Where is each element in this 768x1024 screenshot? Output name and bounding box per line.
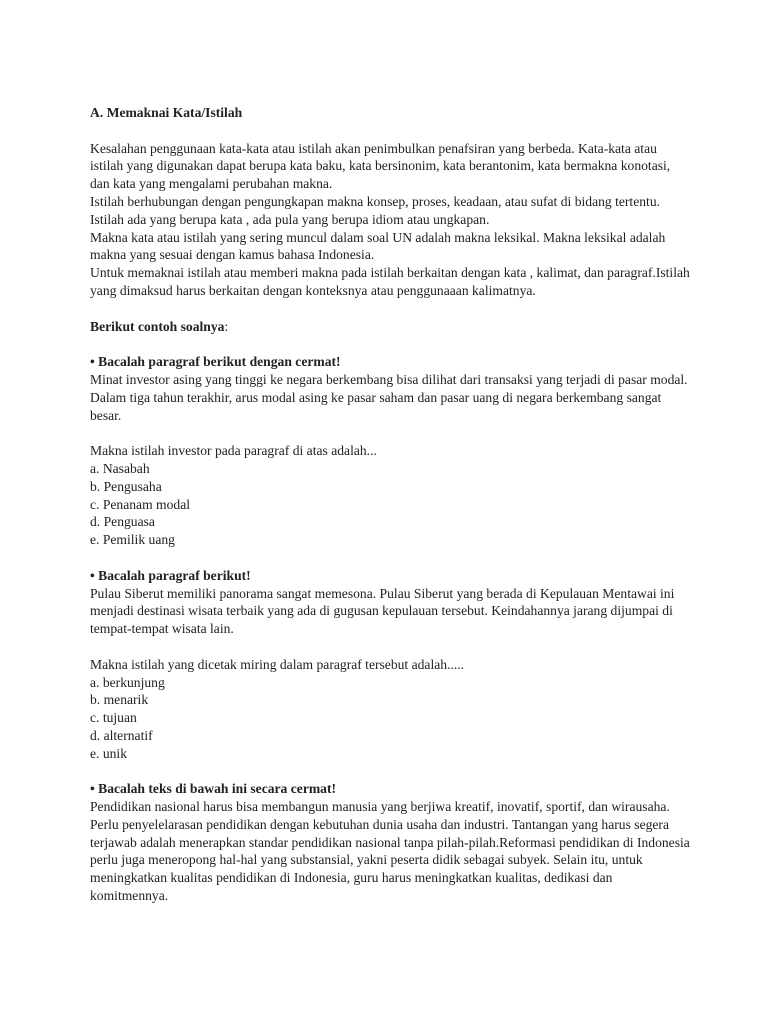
q2-question: Makna istilah yang dicetak miring dalam paragraf tersebut adalah..... <box>90 656 465 672</box>
section-title: A. Memaknai Kata/Istilah <box>90 105 243 120</box>
document-page <box>90 104 690 905</box>
examples-heading-line <box>90 318 690 336</box>
examples-heading: Berikut contoh soalnya <box>90 318 225 334</box>
q2-option-a: a. berkunjung <box>90 674 165 690</box>
intro-paragraph-1: Kesalahan penggunaan kata-kata atau istilah akan penimbulkan penafsiran yang berbeda. Kata-kata atau istilah yang digunakan dapat berupa kata baku, kata bersinonim, kata berantonim, kata bermakna konotasi, dan kata yang mengalami perubahan makna. <box>90 140 671 192</box>
q1-instruction: • Bacalah paragraf berikut dengan cermat! <box>90 354 341 370</box>
q2-option-b: b. menarik <box>90 692 149 708</box>
q1-passage: Minat investor asing yang tinggi ke negara berkembang bisa dilihat dari transaksi yang terjadi di pasar modal. Dalam tiga tahun terakhir, arus modal asing ke pasar saham dan pasar uang di negara berkembang sangat besar. <box>90 371 688 423</box>
intro-paragraph-2: Istilah berhubungan dengan pengungkapan makna konsep, proses, keadaan, atau sufat di bidang tertentu. Istilah ada yang berupa kata , ada pula yang berupa idiom atau ungkapan. <box>90 193 661 227</box>
q2-option-e: e. unik <box>90 745 127 761</box>
q2-option-d: d. alternatif <box>90 727 153 743</box>
q1-option-b: b. Pengusaha <box>90 478 162 494</box>
intro-paragraph-4: Untuk memaknai istilah atau memberi makna pada istilah berkaitan dengan kata , kalimat, dan paragraf.Istilah yang dimaksud harus berkaitan dengan konteksnya atau penggunaaan kalimatnya. <box>90 265 690 298</box>
q2-option-c: c. tujuan <box>90 710 137 726</box>
intro-paragraph-3: Makna kata atau istilah yang sering muncul dalam soal UN adalah makna leksikal. Makna leksikal adalah makna yang sesuai dengan kamus bahasa Indonesia. <box>90 229 666 263</box>
q2-passage: Pulau Siberut memiliki panorama sangat memesona. Pulau Siberut yang berada di Kepulauan Mentawai ini menjadi destinasi wisata terbaik yang ada di gugusan kepulauan tersebut. Keindahannya jarang dijumpai di tempat-tempat wisata lain. <box>90 585 675 637</box>
q1-option-a: a. Nasabah <box>90 460 150 476</box>
q1-option-d: d. Penguasa <box>90 514 155 530</box>
q1-option-c: c. Penanam modal <box>90 496 191 512</box>
q2-instruction: • Bacalah paragraf berikut! <box>90 567 251 583</box>
q1-option-e: e. Pemilik uang <box>90 532 175 548</box>
q3-passage: Pendidikan nasional harus bisa membangun manusia yang berjiwa kreatif, inovatif, sportif, dan wirausaha. Perlu penyelelarasan pendidikan dengan kebutuhan dunia usaha dan industri. Tantangan yang harus segera terjawab adalah menerapkan standar pendidikan nasional tanpa pilah-pilah.Reformasi pendidikan di Indonesia perlu juga meneropong hal-hal yang substansial, yakni peserta didik sebagai subyek. Selain itu, untuk meningkatkan kualitas pendidikan di Indonesia, guru harus meningkatkan kualitas, dedikasi dan komitmennya. <box>90 799 690 904</box>
q1-question: Makna istilah investor pada paragraf di atas adalah... <box>90 443 377 459</box>
examples-colon: : <box>224 318 229 334</box>
q3-instruction: • Bacalah teks di bawah ini secara cermat! <box>90 781 337 797</box>
